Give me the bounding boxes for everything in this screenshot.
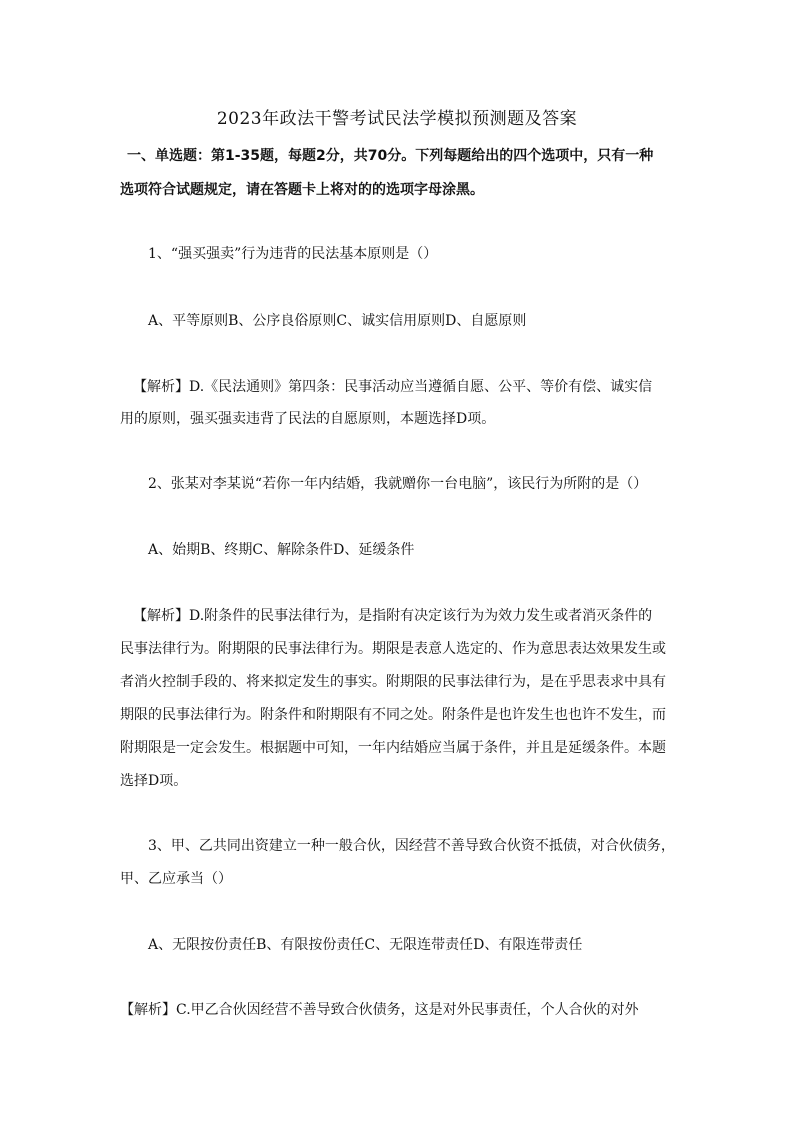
question-2-analysis-line-4: 期限的民事法律行为。附条件和附期限有不同之处。附条件是也许发生也也许不发生，而 (120, 707, 666, 723)
document-title: 2023年政法干警考试民法学模拟预测题及答案 (216, 109, 578, 129)
question-2-stem: 2、张某对李某说“若你一年内结婚，我就赠你一台电脑”，该民行为所附的是（） (148, 476, 648, 492)
question-3-options: A、无限按份责任B、有限按份责任C、无限连带责任D、有限连带责任 (148, 937, 583, 953)
section-heading-line-2: 选项符合试题规定，请在答题卡上将对的的选项字母涂黑。 (120, 182, 484, 198)
question-3-stem-line-2: 甲、乙应承当（） (120, 871, 232, 887)
question-2-analysis-line-1: 【解析】D.附条件的民事法律行为，是指附有决定该行为为效力发生或者消灭条件的 (133, 608, 653, 624)
question-2-analysis-line-6: 选择D项。 (120, 773, 188, 789)
question-1-options: A、平等原则B、公序良俗原则C、诚实信用原则D、自愿原则 (148, 313, 527, 329)
question-1-analysis-line-1: 【解析】D.《民法通则》第四条：民事活动应当遵循自愿、公平、等价有偿、诚实信 (133, 379, 653, 395)
section-heading-line-1: 一、单选题：第1-35题，每题2分，共70分。下列每题给出的四个选项中，只有一种 (127, 148, 654, 164)
question-2-options: A、始期B、终期C、解除条件D、延缓条件 (148, 542, 415, 558)
question-2-analysis-line-3: 者消火控制手段的、将来拟定发生的事实。附期限的民事法律行为，是在乎思表求中具有 (120, 674, 666, 690)
question-3-analysis-line-1: 【解析】C.甲乙合伙因经营不善导致合伙债务，这是对外民事责任，个人合伙的对外 (120, 1002, 639, 1018)
question-2-analysis-line-2: 民事法律行为。附期限的民事法律行为。期限是表意人选定的、作为意思表达效果发生或 (120, 641, 666, 657)
question-2-analysis-line-5: 附期限是一定会发生。根据题中可知，一年内结婚应当属于条件，并且是延缓条件。本题 (120, 740, 666, 756)
question-1-stem: 1、“强买强卖”行为违背的民法基本原则是（） (148, 246, 438, 262)
question-1-analysis-line-2: 用的原则，强买强卖违背了民法的自愿原则，本题选择D项。 (120, 411, 496, 427)
question-3-stem-line-1: 3、甲、乙共同出资建立一种一般合伙，因经营不善导致合伙资不抵债，对合伙债务， (148, 838, 675, 854)
